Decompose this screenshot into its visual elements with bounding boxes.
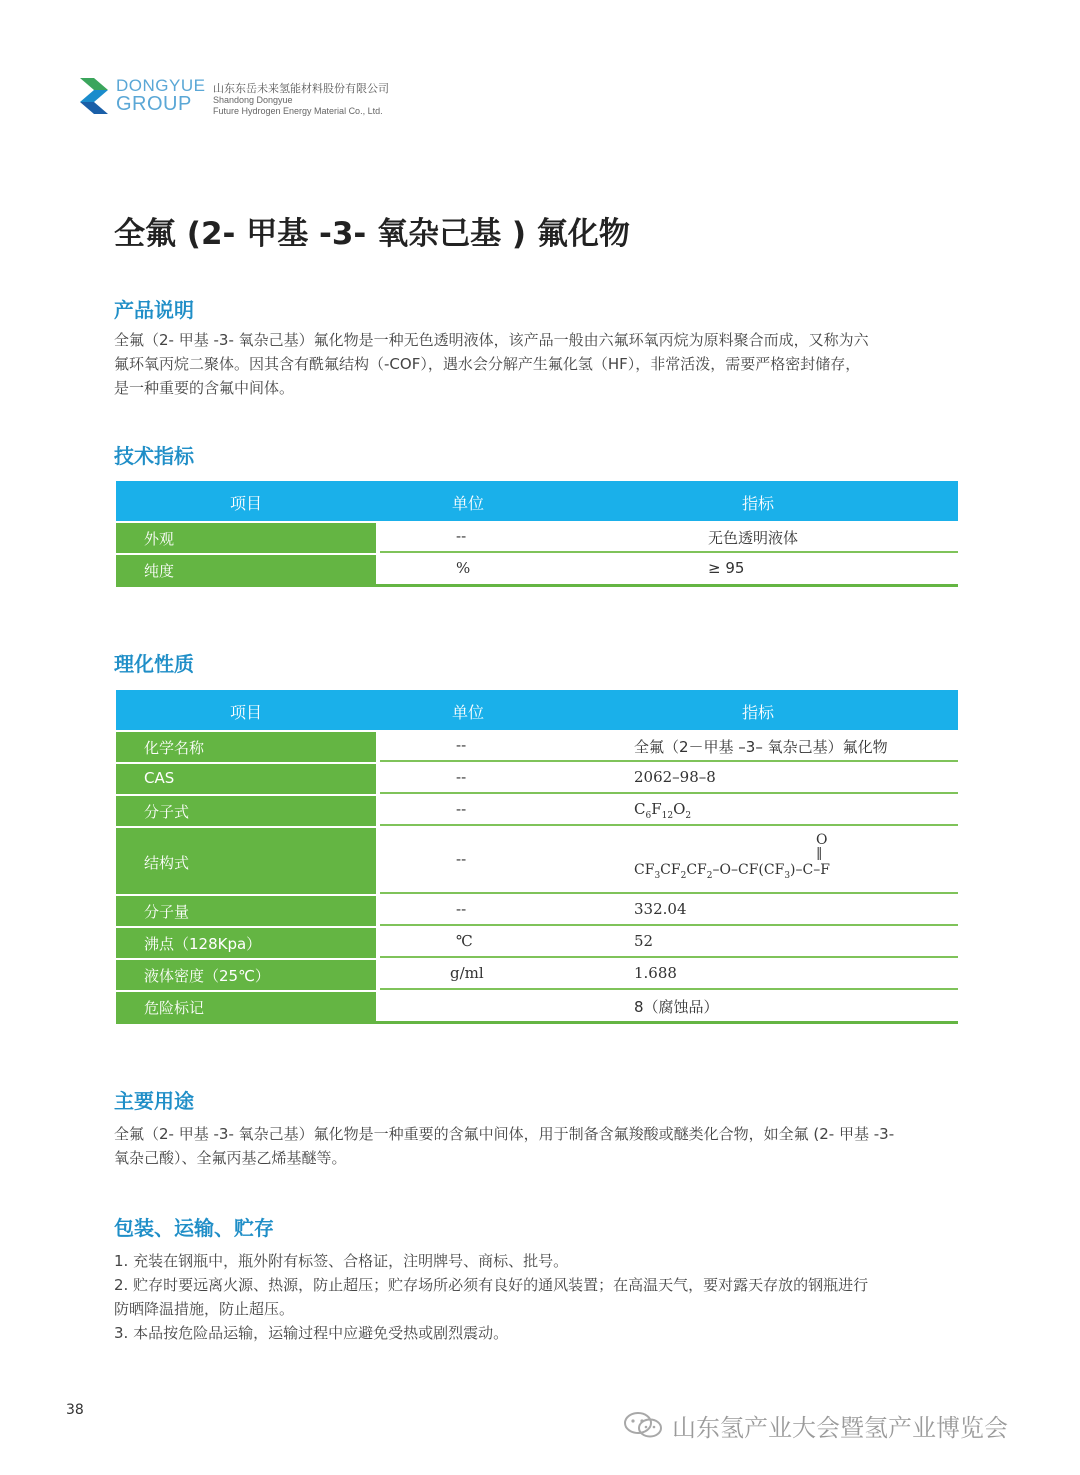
row-item: 化学名称 [144, 739, 205, 757]
packaging-list [114, 1249, 964, 1345]
section-heading-usage: 主要用途 [114, 1089, 194, 1113]
row-unit: g/ml [450, 964, 484, 982]
section-heading-tech: 技术指标 [114, 444, 194, 468]
row-value: 2062–98–8 [634, 768, 716, 786]
section-heading-description: 产品说明 [114, 298, 194, 322]
table-row [116, 521, 958, 553]
table-row [116, 990, 958, 1022]
description-line: 全氟（2- 甲基 -3- 氧杂己基）氟化物是一种无色透明液体，该产品一般由六氟环氧丙烷为原料聚合而成，又称为六 [114, 331, 869, 349]
table-row [116, 794, 958, 826]
tech-spec-table [116, 481, 958, 589]
header-unit: 单位 [452, 494, 485, 513]
table-bottom-rule [116, 1021, 958, 1024]
table-row [116, 730, 958, 762]
wechat-icon [622, 1410, 666, 1440]
section-heading-packaging: 包装、运输、贮存 [114, 1216, 274, 1240]
row-value: 无色透明液体 [708, 529, 799, 547]
dongyue-logo-icon [80, 78, 108, 114]
table-header [116, 481, 958, 521]
structural-formula: $CF_3CF_2CF_2-O-CF(CF_3)-C-F$ [634, 862, 830, 881]
header-unit: 单位 [452, 703, 485, 722]
row-unit: -- [456, 900, 467, 918]
table-row [116, 826, 958, 894]
section-heading-properties: 理化性质 [114, 652, 194, 676]
row-item: 分子式 [144, 803, 190, 821]
row-unit: -- [456, 768, 467, 786]
row-item: 沸点（128Kpa） [144, 935, 262, 953]
row-item: 外观 [144, 530, 175, 548]
header-value: 指标 [742, 703, 775, 722]
packaging-line: 防晒降温措施，防止超压。 [114, 1300, 295, 1318]
page-number: 38 [66, 1402, 84, 1418]
table-row [116, 926, 958, 958]
row-value: 332.04 [634, 900, 687, 918]
packaging-line: 2. 贮存时要远离火源、热源，防止超压；贮存场所必须有良好的通风装置；在高温天气，要对露天存放的钢瓶进行 [114, 1276, 869, 1294]
row-item: CAS [144, 769, 175, 787]
row-value: 8（腐蚀品） [634, 998, 719, 1016]
logo-text-group: GROUP [116, 93, 192, 115]
row-item: 纯度 [144, 562, 175, 580]
row-item: 结构式 [144, 854, 190, 872]
description-line: 是一种重要的含氟中间体。 [114, 379, 295, 397]
molecular-formula: $C_6F_{12}O_2$ [634, 800, 692, 821]
row-unit: ℃ [456, 932, 473, 950]
description-line: 氟环氧丙烷二聚体。因其含有酰氟结构（-COF），遇水会分解产生氟化氢（HF），非常活泼，需要严格密封储存， [114, 355, 861, 373]
usage-paragraph [114, 1122, 964, 1170]
usage-line: 氧杂己酸）、全氟丙基乙烯基醚等。 [114, 1149, 347, 1167]
row-unit: % [456, 559, 471, 577]
properties-table [116, 690, 958, 1026]
table-row [116, 762, 958, 794]
packaging-line: 3. 本品按危险品运输，运输过程中应避免受热或剧烈震动。 [114, 1324, 509, 1342]
row-value: 1.688 [634, 964, 677, 982]
company-name-en-2: Future Hydrogen Energy Material Co., Ltd. [213, 106, 383, 116]
table-row [116, 553, 958, 585]
row-value: ≥ 95 [708, 559, 745, 577]
row-unit: -- [456, 736, 467, 754]
table-row [116, 894, 958, 926]
usage-line: 全氟（2- 甲基 -3- 氧杂己基）氟化物是一种重要的含氟中间体，用于制备含氟羧酸或醚类化合物，如全氟 (2- 甲基 -3- [114, 1125, 895, 1143]
row-value: 全氟（2－甲基 –3– 氧杂己基）氟化物 [634, 738, 888, 756]
row-value: 52 [634, 932, 654, 950]
packaging-line: 1. 充装在钢瓶中，瓶外附有标签、合格证，注明牌号、商标、批号。 [114, 1252, 569, 1270]
row-unit: -- [456, 527, 467, 545]
watermark-text: 山东氢产业大会暨氢产业博览会 [672, 1414, 1008, 1442]
page-title: 全氟 (2- 甲基 -3- 氧杂己基 ) 氟化物 [114, 216, 630, 252]
table-row [116, 958, 958, 990]
header-item: 项目 [230, 494, 263, 513]
row-unit: -- [456, 850, 467, 868]
company-name-en-1: Shandong Dongyue [213, 95, 293, 105]
description-paragraph [114, 328, 964, 400]
table-bottom-rule [116, 584, 958, 587]
row-item: 危险标记 [144, 999, 205, 1017]
table-header [116, 690, 958, 730]
structure-oxygen: O [816, 832, 828, 848]
row-item: 液体密度（25℃） [144, 967, 270, 985]
row-unit: -- [456, 800, 467, 818]
header-item: 项目 [230, 703, 263, 722]
structure-double-bond: ‖ [816, 846, 823, 861]
company-name-zh: 山东东岳未来氢能材料股份有限公司 [213, 82, 389, 95]
header-value: 指标 [742, 494, 775, 513]
row-item: 分子量 [144, 903, 190, 921]
logo-text-dongyue: DONGYUE [116, 76, 206, 95]
